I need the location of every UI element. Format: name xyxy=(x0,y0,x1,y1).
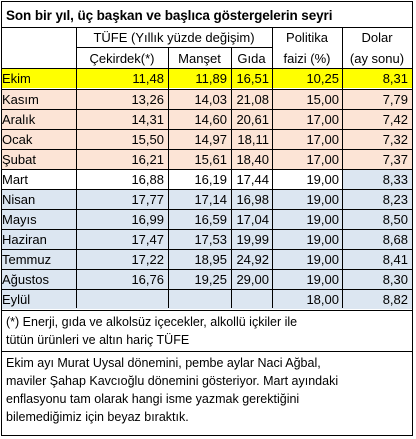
cell-headline: 15,61 xyxy=(194,152,227,167)
header-core: Çekirdek(*) xyxy=(89,51,155,66)
cell-policy: 19,00 xyxy=(306,272,339,287)
footnote-line-2: tütün ürünleri ve altın hariç TÜFE xyxy=(6,333,190,347)
cell-headline: 18,95 xyxy=(194,252,227,267)
cell-core: 16,21 xyxy=(131,152,164,167)
cell-usd: 8,30 xyxy=(382,272,408,287)
cell-month: Nisan xyxy=(2,192,36,207)
cell-food: 17,44 xyxy=(236,172,269,187)
table-row xyxy=(2,269,412,289)
grid-vline-month xyxy=(76,69,77,308)
header-usd-line1: Dolar xyxy=(361,30,393,45)
cell-month: Ekim xyxy=(2,71,31,86)
cell-usd: 8,41 xyxy=(382,252,408,267)
cell-policy: 17,00 xyxy=(306,132,339,147)
cell-food: 18,11 xyxy=(237,132,269,147)
cpi-group-header: TÜFE (Yıllık yüzde değişim) xyxy=(93,30,255,45)
table-row xyxy=(2,209,412,229)
cell-core: 14,31 xyxy=(131,112,164,127)
cell-headline: 16,59 xyxy=(194,212,227,227)
cell-core: 16,76 xyxy=(131,272,164,287)
header-vline-policy xyxy=(342,28,343,70)
cell-policy: 18,00 xyxy=(306,292,339,307)
cell-food: 18,40 xyxy=(236,152,269,167)
cell-month: Mart xyxy=(2,172,28,187)
cell-core: 16,88 xyxy=(131,172,164,187)
cell-month: Temmuz xyxy=(2,252,52,267)
cell-policy: 19,00 xyxy=(306,212,339,227)
cell-policy: 10,25 xyxy=(306,71,339,86)
header-policy-line2: faizi (%) xyxy=(283,51,331,66)
header-headline: Manşet xyxy=(178,51,221,66)
cell-headline: 11,89 xyxy=(195,71,227,86)
cell-headline: 14,97 xyxy=(194,132,227,147)
header-divider xyxy=(1,68,412,69)
cell-usd: 7,32 xyxy=(382,132,408,147)
note-line-3: enflasyonu tam olarak hangi isme yazmak gerektiğini xyxy=(6,392,300,406)
cell-headline: 16,19 xyxy=(194,172,227,187)
table-row xyxy=(2,129,412,149)
cell-usd: 8,31 xyxy=(382,71,408,86)
grid-vline-food xyxy=(272,69,273,308)
cell-headline: 14,03 xyxy=(194,92,227,107)
cell-month: Mayıs xyxy=(2,212,37,227)
cell-core: 16,99 xyxy=(131,212,164,227)
note-line-1: Ekim ayı Murat Uysal dönemini, pembe aylar Naci Ağbal, xyxy=(6,356,321,370)
note-line-2: maviler Şahap Kavcıoğlu dönemini gösteriyor. Mart ayındaki xyxy=(6,374,339,388)
cell-usd: 8,50 xyxy=(382,212,408,227)
grid-vline-headline xyxy=(231,69,232,308)
note-divider xyxy=(1,351,412,352)
cpi-group-underline xyxy=(76,47,272,48)
table-row xyxy=(2,109,412,129)
cell-policy: 19,00 xyxy=(306,192,339,207)
table-row xyxy=(2,229,412,249)
cell-food: 29,00 xyxy=(236,272,269,287)
cell-food: 19,99 xyxy=(236,232,269,247)
header-usd-line2: (ay sonu) xyxy=(349,51,405,66)
cell-core: 17,77 xyxy=(131,192,164,207)
table-row xyxy=(2,89,412,109)
table-row xyxy=(2,189,412,209)
grid-vline-policy xyxy=(342,69,343,308)
cell-food: 16,98 xyxy=(236,192,269,207)
table-row xyxy=(2,69,412,89)
header-vline-headline xyxy=(231,48,232,70)
cell-usd: 7,37 xyxy=(382,152,408,167)
cell-policy: 17,00 xyxy=(306,112,339,127)
cell-core xyxy=(76,290,168,309)
cell-usd: 8,82 xyxy=(382,292,408,307)
cell-core: 13,26 xyxy=(131,92,164,107)
footnote-divider xyxy=(1,310,412,311)
cell-month: Haziran xyxy=(2,232,47,247)
cell-month: Şubat xyxy=(2,152,36,167)
cell-food: 17,04 xyxy=(236,212,269,227)
cell-month: Ocak xyxy=(2,132,33,147)
cell-usd: 8,33 xyxy=(382,172,408,187)
cell-month: Eylül xyxy=(2,292,31,307)
cell-month: Ağustos xyxy=(2,272,49,287)
cell-headline: 17,14 xyxy=(194,192,227,207)
cell-food: 21,08 xyxy=(236,92,269,107)
table-row xyxy=(2,249,412,269)
header-vline-month xyxy=(76,28,77,70)
header-vline-core xyxy=(168,48,169,70)
cell-headline xyxy=(168,290,231,309)
table-row xyxy=(2,169,412,189)
cell-policy: 19,00 xyxy=(306,252,339,267)
cell-usd: 8,68 xyxy=(382,232,408,247)
cell-usd: 7,79 xyxy=(382,92,408,107)
header-food: Gıda xyxy=(237,51,266,66)
cell-policy: 19,00 xyxy=(306,172,339,187)
cell-usd: 7,42 xyxy=(382,112,408,127)
table-row xyxy=(2,289,412,309)
cell-policy: 19,00 xyxy=(306,232,339,247)
cell-food xyxy=(231,290,272,309)
cell-food: 24,92 xyxy=(236,252,269,267)
cell-headline: 17,53 xyxy=(194,232,227,247)
cell-headline: 14,60 xyxy=(194,112,227,127)
note-line-4: bilemediğimiz için beyaz bıraktık. xyxy=(6,410,189,424)
cell-headline: 19,25 xyxy=(194,272,227,287)
header-policy-line1: Politika xyxy=(286,30,328,45)
table-title: Son bir yıl, üç başkan ve başlıca göstergelerin seyri xyxy=(6,8,333,23)
cell-month: Kasım xyxy=(2,92,39,107)
table-row xyxy=(2,149,412,169)
cell-core: 11,48 xyxy=(132,71,164,86)
cell-core: 17,22 xyxy=(131,252,164,267)
cell-policy: 17,00 xyxy=(306,152,339,167)
grid-vline-core xyxy=(168,69,169,308)
cell-food: 20,61 xyxy=(236,112,269,127)
cell-core: 15,50 xyxy=(131,132,164,147)
cell-policy: 15,00 xyxy=(306,92,339,107)
cell-usd: 8,23 xyxy=(382,192,408,207)
cell-food: 16,51 xyxy=(236,71,269,86)
cell-month: Aralık xyxy=(2,112,36,127)
header-vline-food xyxy=(272,28,273,70)
footnote-line-1: (*) Enerji, gıda ve alkolsüz içecekler, alkollü içkiler ile xyxy=(6,315,298,329)
cell-core: 17,47 xyxy=(131,232,164,247)
title-divider xyxy=(1,27,412,28)
